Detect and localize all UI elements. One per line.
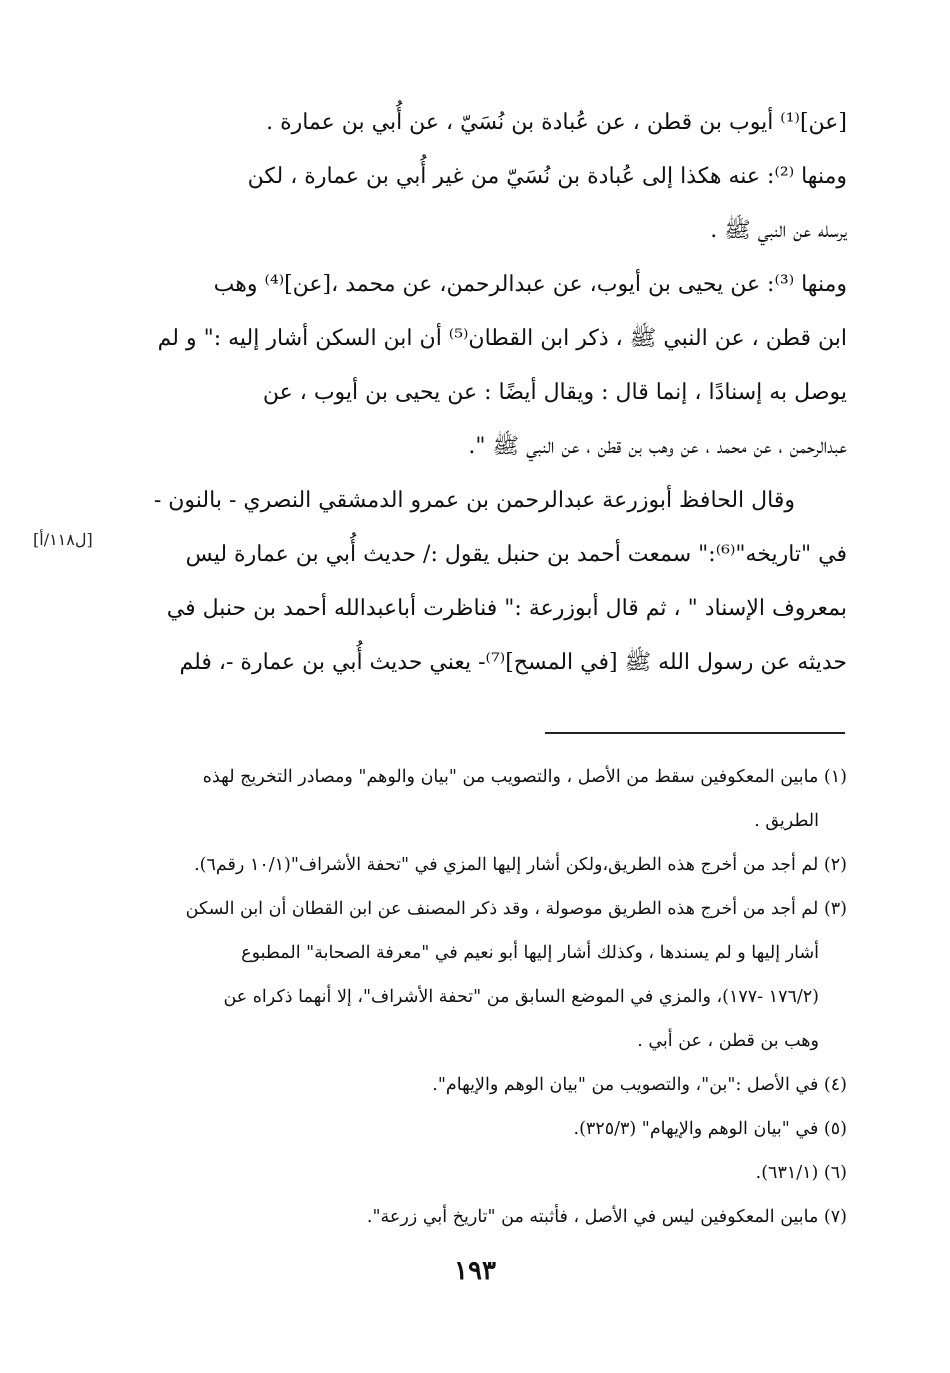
footnotes — [135, 755, 847, 1239]
text-line: [عن]⁽¹⁾ أيوب بن قطن ، عن عُبادة بن نُسَيّ ، عن أُبي بن عمارة . — [266, 110, 847, 135]
text-line: ومنها ⁽³⁾: عن يحيى بن أيوب، عن عبدالرحمن، عن محمد ،[عن]⁽⁴⁾ وهب — [213, 272, 847, 297]
footnote-line: (١٧٦/٢ -١٧٧)، والمزي في الموضع السابق من "تحفة الأشراف"، إلا أنهما ذكراه عن — [223, 987, 819, 1007]
footnote-line: (٦) (٦٣١/١). — [755, 1163, 847, 1183]
text-line: ومنها ⁽²⁾: عنه هكذا إلى عُبادة بن نُسَيّ من غير أُبي بن عمارة ، لكن — [247, 164, 847, 189]
main-text — [135, 96, 847, 690]
page-number: ١٩٣ — [454, 1256, 496, 1286]
text-line: يرسله عن النبي ﷺ . — [710, 218, 847, 243]
footnote-line: (٧) مابين المعكوفين ليس في الأصل ، فأثبته من "تاريخ أبي زرعة". — [366, 1207, 847, 1227]
footnote-separator — [545, 732, 845, 734]
text-line: عبدالرحمن ، عن محمد ، عن وهب بن قطن ، عن النبي ﷺ ". — [468, 434, 847, 459]
text-line: في "تاريخه"⁽⁶⁾:" سمعت أحمد بن حنبل يقول :/ حديث أُبي بن عمارة ليس — [185, 542, 847, 567]
footnote-line: وهب بن قطن ، عن أبي . — [637, 1031, 819, 1051]
text-line: يوصل به إسنادًا ، إنما قال : ويقال أيضًا : عن يحيى بن أيوب ، عن — [262, 380, 847, 405]
text-line: وقال الحافظ أبوزرعة عبدالرحمن بن عمرو الدمشقي النصري - بالنون - — [153, 488, 795, 513]
text-line: ابن قطن ، عن النبي ﷺ ، ذكر ابن القطان⁽⁵⁾ أن ابن السكن أشار إليه :" و لم — [157, 326, 847, 351]
manuscript-folio-note: [ل١١٨/أ] — [33, 530, 93, 549]
footnote-line: (٥) في "بيان الوهم والإيهام" (٣٢٥/٣). — [573, 1119, 847, 1139]
footnote-line: (١) مابين المعكوفين سقط من الأصل ، والتصويب من "بيان والوهم" ومصادر التخريج لهذه — [202, 767, 847, 787]
footnote-line: (٤) في الأصل :"بن"، والتصويب من "بيان الوهم والإيهام". — [432, 1075, 847, 1095]
footnote-line: الطريق . — [754, 811, 819, 831]
text-line: بمعروف الإسناد " ، ثم قال أبوزرعة :" فناظرت أباعبدالله أحمد بن حنبل في — [166, 596, 847, 621]
footnote-line: (٣) لم أجد من أخرج هذه الطريق موصولة ، وقد ذكر المصنف عن ابن القطان أن ابن السكن — [185, 899, 847, 919]
footnote-line: أشار إليها و لم يسندها ، وكذلك أشار إليها أبو نعيم في "معرفة الصحابة" المطبوع — [241, 943, 819, 963]
text-line: حديثه عن رسول الله ﷺ [في المسح]⁽⁷⁾- يعني حديث أُبي بن عمارة -، فلم — [179, 650, 847, 675]
footnote-line: (٢) لم أجد من أخرج هذه الطريق،ولكن أشار إليها المزي في "تحفة الأشراف"(١٠/١ رقم٦). — [194, 855, 847, 875]
